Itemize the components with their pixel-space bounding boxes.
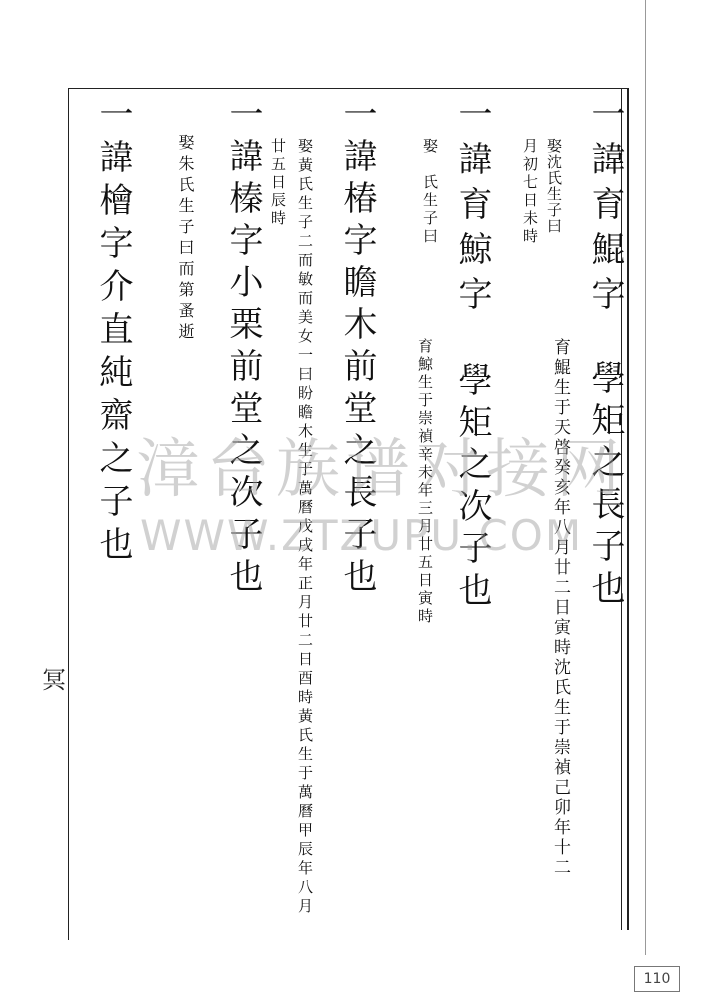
page-edge-rule xyxy=(645,0,646,955)
watermark-title: 漳台族谱对接网 xyxy=(136,433,626,507)
entry-4-main: 一諱榛字小栗前堂之次子也 xyxy=(223,96,263,600)
entry-1-birth-note-cont: 月初七日未時 xyxy=(521,138,539,246)
entry-1-marriage: 娶沈氏生子曰 xyxy=(545,138,563,234)
frame-left-rule xyxy=(68,88,69,940)
entry-5-main: 一諱檜字介直純齋之子也 xyxy=(93,96,133,569)
page-number: 110 xyxy=(634,966,680,992)
entry-3-main: 一諱椿字瞻木前堂之長子也 xyxy=(337,96,377,600)
entry-3-note: 娶黃氏生子二而敏而美女一曰盼瞻木生于萬曆戊戌年正月廿二日酉時黃氏生于萬曆甲辰年八月 xyxy=(296,138,314,917)
entry-1-birth-note: 育鯤生于天啓癸亥年八月廿二日寅時沈氏生于崇禎己卯年十二 xyxy=(550,338,570,878)
frame-right-rule-outer xyxy=(627,88,629,930)
margin-mark: 冥 xyxy=(42,666,66,694)
entry-1-name-line: 一諱育鯤字 xyxy=(585,96,625,321)
watermark-url: WWW.ZTZUPU.COM xyxy=(140,511,584,560)
entry-2-name-line: 一諱育鯨字 xyxy=(452,96,492,321)
frame-top-rule xyxy=(68,88,629,89)
entry-1-lineage: 學矩之長子也 xyxy=(585,360,625,612)
entry-2-marriage: 娶 氏生子曰 xyxy=(421,138,439,246)
entry-4-note: 娶朱氏生子曰而第蚤逝 xyxy=(176,134,195,344)
entry-2-birth-note: 育鯨生于崇禎辛未年三月廿五日寅時 xyxy=(416,338,434,626)
entry-2-lineage: 學矩之次子也 xyxy=(452,362,492,614)
entry-3-note-cont: 廿五日辰時 xyxy=(269,138,287,228)
